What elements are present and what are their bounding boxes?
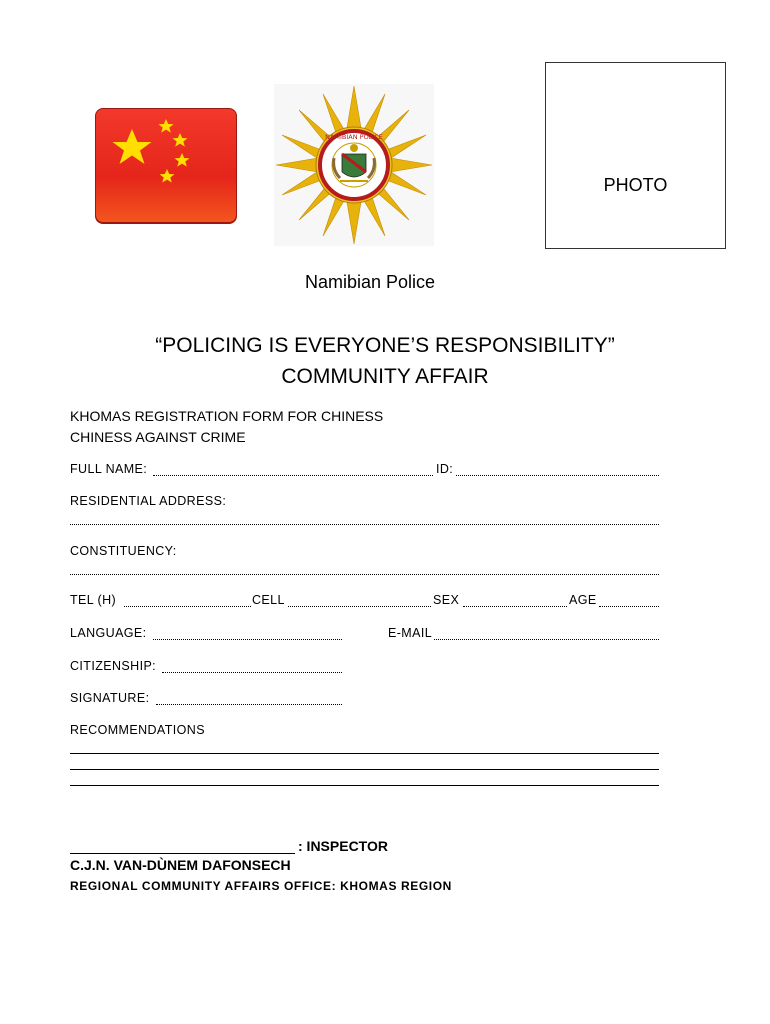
- residential-address-label: RESIDENTIAL ADDRESS:: [70, 494, 227, 508]
- tel-label: TEL (H): [70, 593, 117, 607]
- email-field[interactable]: [434, 639, 659, 640]
- cell-field[interactable]: [288, 606, 431, 607]
- form-title-line-2: CHINESS AGAINST CRIME: [70, 429, 246, 445]
- sex-label: SEX: [433, 593, 460, 607]
- inspector-label: : INSPECTOR: [298, 838, 388, 854]
- age-field[interactable]: [599, 606, 659, 607]
- sex-field[interactable]: [463, 606, 567, 607]
- constituency-field[interactable]: [70, 574, 659, 575]
- office-name: REGIONAL COMMUNITY AFFAIRS OFFICE: KHOMAS REGION: [70, 879, 452, 893]
- recommendations-line-3[interactable]: [70, 785, 659, 786]
- photo-placeholder: [545, 62, 726, 249]
- organization-name: Namibian Police: [304, 272, 436, 292]
- language-field[interactable]: [153, 639, 342, 640]
- tel-field[interactable]: [124, 606, 251, 607]
- inspector-signature-line[interactable]: [70, 853, 295, 854]
- recommendations-line-1[interactable]: [70, 753, 659, 754]
- photo-label: PHOTO: [603, 175, 668, 195]
- signature-field[interactable]: [156, 704, 342, 705]
- citizenship-field[interactable]: [162, 672, 342, 673]
- form-title: [70, 406, 383, 448]
- full-name-label: FULL NAME:: [70, 462, 148, 476]
- email-label: E-MAIL: [388, 626, 433, 640]
- age-label: AGE: [569, 593, 597, 607]
- cell-label: CELL: [252, 593, 285, 607]
- emblem-text: NAMIBIAN POLICE: [325, 133, 383, 141]
- recommendations-label: RECOMMENDATIONS: [70, 723, 205, 737]
- language-label: LANGUAGE:: [70, 626, 147, 640]
- citizenship-label: CITIZENSHIP:: [70, 659, 157, 673]
- slogan: [0, 330, 770, 392]
- constituency-label: CONSTITUENCY:: [70, 544, 177, 558]
- residential-address-field[interactable]: [70, 524, 659, 525]
- namibian-police-emblem-icon: [274, 84, 434, 246]
- inspector-name: C.J.N. VAN-DÙNEM DAFONSECH: [70, 857, 291, 873]
- slogan-line-2: COMMUNITY AFFAIR: [281, 365, 489, 388]
- id-field[interactable]: [456, 475, 659, 476]
- signature-label: SIGNATURE:: [70, 691, 150, 705]
- form-title-line-1: KHOMAS REGISTRATION FORM FOR CHINESS: [70, 408, 384, 424]
- id-label: ID:: [436, 462, 454, 476]
- slogan-line-1: “POLICING IS EVERYONE’S RESPONSIBILITY”: [155, 334, 615, 357]
- china-flag-icon: [94, 107, 238, 225]
- full-name-field[interactable]: [153, 475, 433, 476]
- recommendations-line-2[interactable]: [70, 769, 659, 770]
